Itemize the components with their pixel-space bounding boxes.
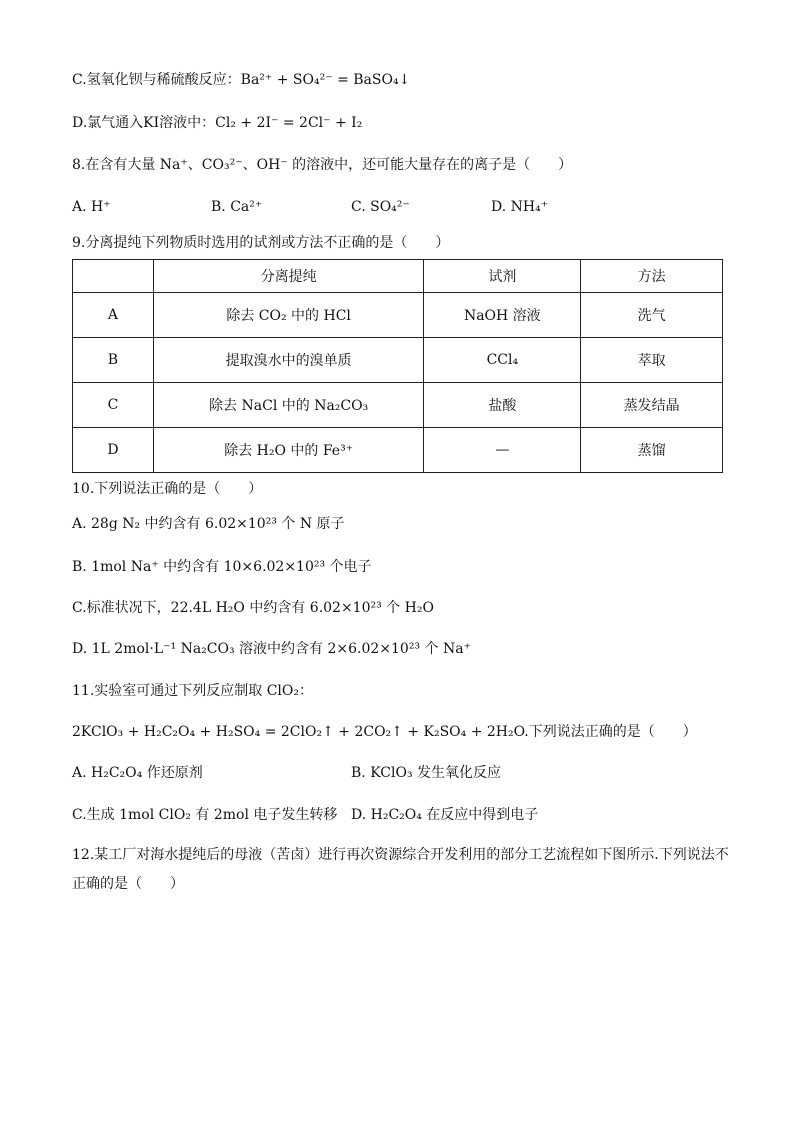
table-cell: 除去 H₂O 中的 Fe³⁺ [153, 428, 424, 473]
table-row [73, 338, 723, 383]
table-header-cell [73, 260, 154, 293]
table-cell: B [73, 338, 154, 383]
q7-option-d: D.氯气通入KI溶液中：Cl₂ + 2I⁻ = 2Cl⁻ + I₂ [72, 115, 363, 131]
q12-stem-continued: 正确的是（ ） [72, 876, 184, 892]
table-header-cell: 方法 [581, 260, 723, 293]
table-cell: 除去 CO₂ 中的 HCl [153, 293, 424, 338]
table-cell: CCl₄ [424, 338, 581, 383]
table-cell: D [73, 428, 154, 473]
q8-option-b: B. Ca²⁺ [211, 199, 263, 215]
q8-option-c: C. SO₄²⁻ [351, 199, 410, 215]
table-row [73, 293, 723, 338]
table-cell: 萃取 [581, 338, 723, 383]
table-cell: 洗气 [581, 293, 723, 338]
q8-stem: 8.在含有大量 Na⁺、CO₃²⁻、OH⁻ 的溶液中，还可能大量存在的离子是（ ） [72, 157, 573, 173]
q10-option-d: D. 1L 2mol·L⁻¹ Na₂CO₃ 溶液中约含有 2×6.02×10²³ 个 Na⁺ [72, 641, 471, 657]
q10-option-a: A. 28g N₂ 中约含有 6.02×10²³ 个 N 原子 [72, 516, 345, 532]
table-cell: 蒸馏 [581, 428, 723, 473]
table-header-cell: 分离提纯 [153, 260, 424, 293]
q10-option-b: B. 1mol Na⁺ 中约含有 10×6.02×10²³ 个电子 [72, 559, 372, 575]
table-header-row [73, 260, 723, 293]
q8-option-d: D. NH₄⁺ [491, 199, 549, 215]
table-cell: 提取溴水中的溴单质 [153, 338, 424, 383]
table-row [73, 428, 723, 473]
q11-equation: 2KClO₃ + H₂C₂O₄ + H₂SO₄ = 2ClO₂↑ + 2CO₂↑ + K₂SO₄ + 2H₂O.下列说法正确的是（ ） [72, 724, 697, 740]
q7-option-c: C.氢氧化钡与稀硫酸反应：Ba²⁺ + SO₄²⁻ = BaSO₄↓ [72, 72, 411, 88]
table-cell: 盐酸 [424, 383, 581, 428]
table-header-cell: 试剂 [424, 260, 581, 293]
q11-option-d: D. H₂C₂O₄ 在反应中得到电子 [351, 807, 539, 823]
q11-option-c: C.生成 1mol ClO₂ 有 2mol 电子发生转移 [72, 807, 338, 823]
table-cell: 蒸发结晶 [581, 383, 723, 428]
q8-option-a: A. H⁺ [72, 199, 111, 215]
q11-option-b: B. KClO₃ 发生氧化反应 [351, 765, 502, 781]
q10-option-c: C.标准状况下，22.4L H₂O 中约含有 6.02×10²³ 个 H₂O [72, 600, 434, 616]
q12-stem: 12.某工厂对海水提纯后的母液（苦卤）进行再次资源综合开发利用的部分工艺流程如下图所示.下列说法不 [72, 847, 729, 863]
table-cell: A [73, 293, 154, 338]
q9-table [72, 259, 723, 473]
q9-stem: 9.分离提纯下列物质时选用的试剂或方法不正确的是（ ） [72, 235, 450, 251]
q11-option-a: A. H₂C₂O₄ 作还原剂 [72, 765, 203, 781]
q10-stem: 10.下列说法正确的是（ ） [72, 481, 263, 497]
table-cell: 除去 NaCl 中的 Na₂CO₃ [153, 383, 424, 428]
table-cell: — [424, 428, 581, 473]
table-cell: NaOH 溶液 [424, 293, 581, 338]
q11-stem: 11.实验室可通过下列反应制取 ClO₂： [72, 683, 313, 699]
table-cell: C [73, 383, 154, 428]
table-row [73, 383, 723, 428]
